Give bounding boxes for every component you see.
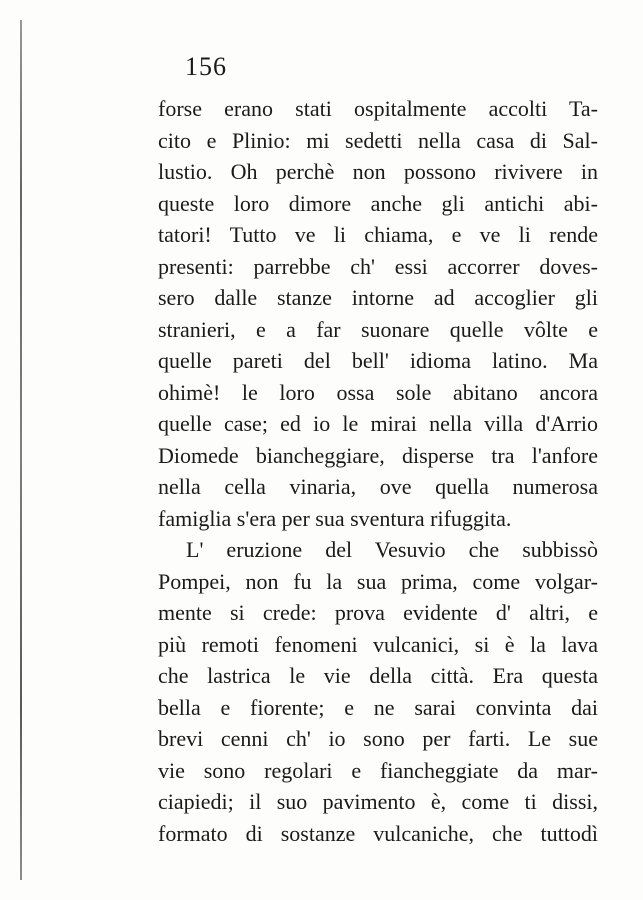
text-line: quelle case; ed io le mirai nella villa d'Arrio xyxy=(158,411,598,436)
text-line: quelle pareti del bell' idioma latino. Ma xyxy=(158,348,598,373)
text-line: bella e fiorente; e ne sarai convinta dai xyxy=(158,694,598,720)
text-line: L' eruzione del Vesuvio che subbissò xyxy=(186,537,598,562)
binding-edge xyxy=(20,20,22,880)
text-line: forse erano stati ospitalmente accolti Ta- xyxy=(158,96,598,121)
text-line: brevi cenni ch' io sono per farti. Le sue xyxy=(158,726,598,751)
text-line: famiglia s'era per sua sventura rifuggita. xyxy=(158,505,512,531)
text-line: che lastrica le vie della città. Era questa xyxy=(158,663,598,688)
text-line: Diomede biancheggiare, disperse tra l'anfore xyxy=(158,442,598,468)
text-line: lustio. Oh perchè non possono rivivere in xyxy=(158,159,598,184)
paragraph-2 xyxy=(158,534,598,849)
text-line: stranieri, e a far suonare quelle vôlte e xyxy=(158,316,598,342)
text-line: cito e Plinio: mi sedetti nella casa di Sal- xyxy=(158,127,598,153)
text-line: ohimè! le loro ossa sole abitano ancora xyxy=(158,379,598,405)
text-line: vie sono regolari e fiancheggiate da mar- xyxy=(158,757,598,783)
text-line: formato di sostanze vulcaniche, che tuttodì xyxy=(158,820,598,846)
text-line: Pompei, non fu la sua prima, come volgar- xyxy=(158,568,598,594)
text-line: presenti: parrebbe ch' essi accorrer doves- xyxy=(158,253,598,279)
page-number: 156 xyxy=(185,52,227,81)
text-line: mente si crede: prova evidente d' altri, e xyxy=(158,600,598,625)
text-line: più remoti fenomeni vulcanici, si è la lava xyxy=(158,631,598,657)
text-line: ciapiedi; il suo pavimento è, come ti dissi, xyxy=(158,789,598,814)
text-line: tatori! Tutto ve li chiama, e ve li rende xyxy=(158,222,598,247)
body-text xyxy=(158,93,598,849)
text-line: nella cella vinaria, ove quella numerosa xyxy=(158,474,598,499)
text-line: queste loro dimore anche gli antichi abi- xyxy=(158,190,598,216)
paragraph-1 xyxy=(158,93,598,534)
text-line: sero dalle stanze intorne ad accoglier gli xyxy=(158,285,598,310)
